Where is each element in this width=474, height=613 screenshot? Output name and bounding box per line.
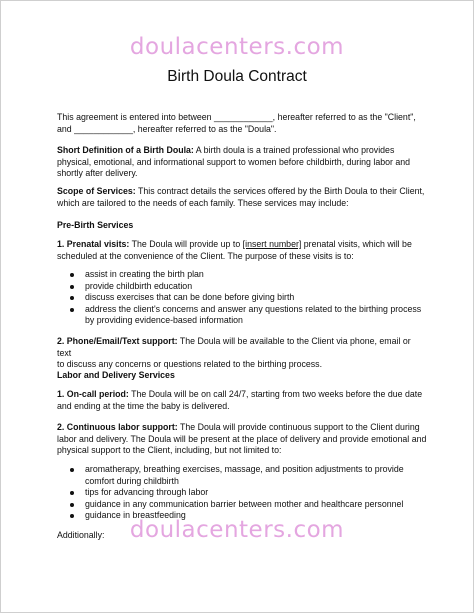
- definition-text-3: shortly after delivery.: [57, 168, 138, 179]
- definition-heading: Short Definition of a Birth Doula:: [57, 145, 194, 155]
- definition-text-2: physical, emotional, and informational support to women before childbirth, during labor and: [57, 156, 411, 167]
- watermark-bottom: doulacenters.com: [129, 517, 345, 543]
- additionally-label: Additionally:: [57, 530, 105, 540]
- prenatal-text-a: The Doula will provide up to: [129, 239, 243, 249]
- watermark-top: doulacenters.com: [129, 34, 345, 60]
- definition-text-1: A birth doula is a trained professional who provides: [193, 145, 395, 155]
- list-item: discuss exercises that can be done before giving birth: [57, 292, 427, 304]
- list-item: guidance in any communication barrier between mother and healthcare personnel: [57, 499, 427, 511]
- bullet-icon: [70, 491, 74, 495]
- phone-support-text-1: The Doula will be available to the Client via phone, email or text: [57, 336, 411, 358]
- pre-birth-heading: Pre-Birth Services: [57, 220, 134, 230]
- phone-support-text-2: to discuss any concerns or questions related to the birthing process.: [57, 359, 323, 370]
- list-item: address the client's concerns and answer any questions related to the birthing process: [57, 304, 427, 316]
- prenatal-text-b: prenatal visits, which will be: [301, 239, 412, 249]
- bullet-icon: [70, 285, 74, 289]
- phone-support-heading: 2. Phone/Email/Text support:: [57, 336, 178, 346]
- list-item: provide childbirth education: [57, 281, 427, 293]
- list-item: guidance in breastfeeding: [57, 510, 427, 522]
- bullet-icon: [70, 273, 74, 277]
- scope-text-1: This contract details the services offered by the Birth Doula to their Client,: [135, 186, 425, 196]
- continuous-support-text-2: labor and delivery. The Doula will be present at the place of delivery and provide emotional and: [57, 433, 427, 444]
- continuous-support-text-3: physical support to the Client, including, but not limited to:: [57, 445, 282, 456]
- intro-line-2: and ____________, hereafter referred to as the "Doula".: [57, 123, 277, 134]
- oncall-text-1: The Doula will be on call 24/7, starting from two weeks before the due date: [128, 389, 423, 399]
- scope-heading: Scope of Services:: [57, 186, 136, 196]
- prenatal-paragraph: [57, 239, 427, 262]
- intro-paragraph: [57, 112, 427, 135]
- prenatal-heading: 1. Prenatal visits:: [57, 239, 130, 249]
- list-item: aromatherapy, breathing exercises, massage, and position adjustments to provide: [57, 464, 427, 476]
- list-item-continuation: comfort during childbirth: [85, 475, 179, 486]
- continuous-support-heading: 2. Continuous labor support:: [57, 422, 178, 432]
- scope-paragraph: [57, 186, 427, 209]
- continuous-support-text-1: The Doula will provide continuous support to the Client during: [177, 422, 420, 432]
- document-title: Birth Doula Contract: [167, 68, 307, 85]
- list-item: tips for advancing through labor: [57, 487, 427, 499]
- bullet-icon: [70, 308, 74, 312]
- prenatal-bullet-list: [57, 269, 427, 327]
- bullet-icon: [70, 296, 74, 300]
- insert-number-placeholder: [insert number]: [242, 239, 302, 249]
- scope-text-2: which are tailored to the needs of each family. These services may include:: [57, 197, 349, 208]
- prenatal-text-2: scheduled at the convenience of the Client. The purpose of these visits is to:: [57, 250, 354, 261]
- list-item-continuation: by providing evidence-based information: [85, 315, 243, 326]
- oncall-text-2: and ending at the time the baby is delivered.: [57, 400, 230, 411]
- bullet-icon: [70, 503, 74, 507]
- phone-support-paragraph: [57, 336, 427, 371]
- definition-paragraph: [57, 145, 427, 180]
- continuous-support-paragraph: [57, 422, 427, 457]
- oncall-paragraph: [57, 389, 427, 412]
- labor-bullet-list: [57, 464, 427, 522]
- list-item: assist in creating the birth plan: [57, 269, 427, 281]
- labor-heading: Labor and Delivery Services: [57, 370, 175, 380]
- intro-line-1: This agreement is entered into between ____________, hereafter referred to as the "Client",: [57, 112, 416, 122]
- bullet-icon: [70, 468, 74, 472]
- oncall-heading: 1. On-call period:: [57, 389, 129, 399]
